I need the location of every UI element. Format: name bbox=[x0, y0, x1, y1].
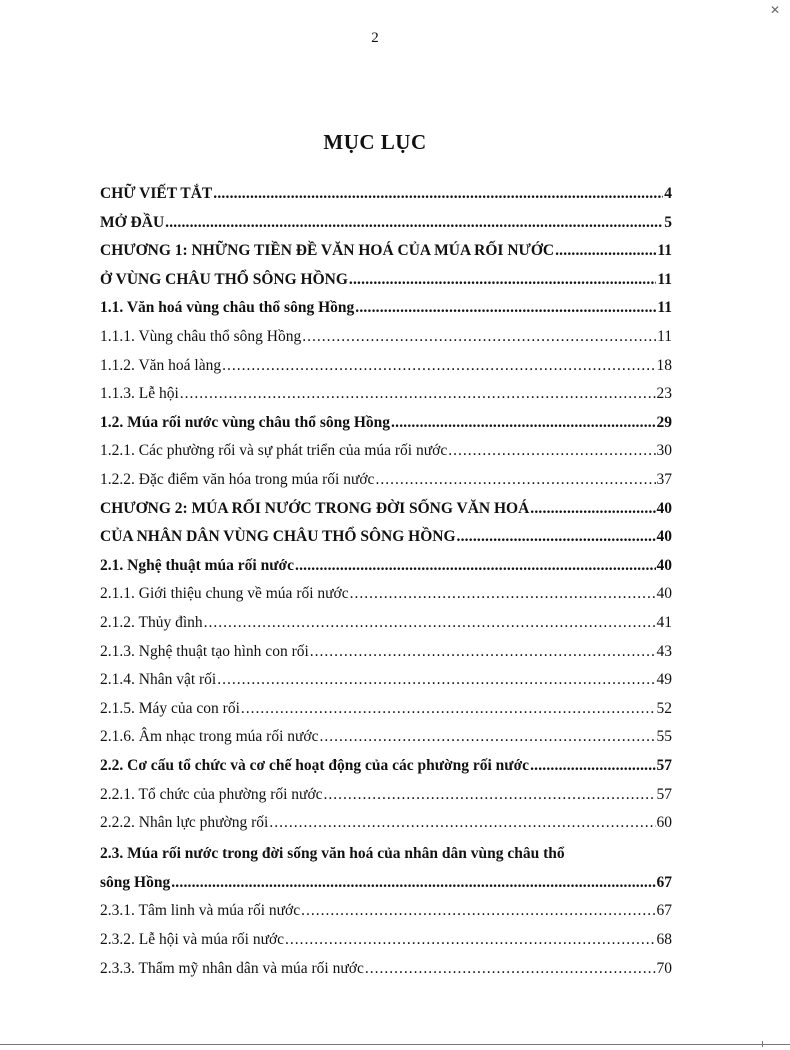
toc-entry-label: CHỮ VIẾT TẮT bbox=[100, 185, 213, 203]
toc-entry-label: 1.2.1. Các phường rối và sự phát triển của múa rối nước bbox=[100, 442, 448, 460]
toc-entry-page: 11 bbox=[657, 242, 672, 260]
toc-entry-label: 2.2. Cơ cấu tổ chức và cơ chế hoạt động của các phường rối nước bbox=[100, 756, 530, 774]
toc-entry-label: 2.3.3. Thẩm mỹ nhân dân và múa rối nước bbox=[100, 959, 364, 977]
toc-entry-page: 68 bbox=[656, 930, 672, 948]
toc-entry-page: 40 bbox=[656, 499, 672, 517]
toc-entry-page: 49 bbox=[656, 671, 672, 689]
toc-entry-page: 43 bbox=[656, 642, 672, 660]
toc-dot-leader bbox=[350, 586, 656, 602]
toc-dot-leader bbox=[555, 243, 656, 259]
toc-entry-label: MỞ ĐẦU bbox=[100, 213, 165, 231]
toc-entry-page: 40 bbox=[656, 528, 672, 546]
toc-dot-leader bbox=[213, 186, 663, 202]
toc-entry[interactable] bbox=[100, 631, 672, 660]
toc-entry-label: 2.1.5. Máy của con rối bbox=[100, 699, 240, 717]
toc-entry-page: 23 bbox=[656, 385, 672, 403]
toc-dot-leader bbox=[457, 529, 656, 545]
toc-entry-page: 55 bbox=[656, 728, 672, 746]
toc-entry[interactable] bbox=[100, 402, 672, 431]
toc-entry-label: CHƯƠNG 2: MÚA RỐI NƯỚC TRONG ĐỜI SỐNG VĂN HOÁ bbox=[100, 499, 530, 517]
toc-dot-leader bbox=[165, 215, 663, 231]
toc-entry-label: 2.3. Múa rối nước trong đời sống văn hoá của nhân dân vùng châu thổ bbox=[100, 845, 565, 863]
toc-dot-leader bbox=[295, 558, 656, 574]
page-title: MỤC LỤC bbox=[323, 130, 427, 154]
toc-entry-label: 2.2.2. Nhân lực phường rối bbox=[100, 814, 269, 832]
toc-entry[interactable] bbox=[100, 430, 672, 459]
toc-entry[interactable] bbox=[100, 919, 672, 948]
toc-dot-leader bbox=[375, 472, 655, 488]
toc-entry-label: sông Hồng bbox=[100, 873, 171, 891]
table-of-contents bbox=[100, 173, 672, 976]
toc-entry-page: 37 bbox=[656, 471, 672, 489]
toc-entry-label: 2.1. Nghệ thuật múa rối nước bbox=[100, 556, 294, 574]
toc-entry[interactable] bbox=[100, 602, 672, 631]
toc-dot-leader bbox=[285, 932, 655, 948]
toc-entry[interactable] bbox=[100, 259, 672, 288]
toc-entry-page: 67 bbox=[656, 902, 672, 920]
toc-dot-leader bbox=[324, 787, 656, 803]
toc-dot-leader bbox=[349, 272, 656, 288]
toc-entry-page: 52 bbox=[656, 699, 672, 717]
toc-entry[interactable] bbox=[100, 688, 672, 717]
toc-entry-label: 2.1.3. Nghệ thuật tạo hình con rối bbox=[100, 642, 309, 660]
page-bottom-divider bbox=[0, 1044, 790, 1045]
toc-entry-label: 1.1.2. Văn hoá làng bbox=[100, 356, 222, 374]
toc-entry-label: 2.1.1. Giới thiệu chung về múa rối nước bbox=[100, 585, 349, 603]
toc-dot-leader bbox=[530, 501, 655, 517]
toc-entry-page: 11 bbox=[657, 270, 672, 288]
toc-entry[interactable] bbox=[100, 173, 672, 202]
toc-entry-page: 4 bbox=[664, 185, 672, 203]
toc-entry-page: 60 bbox=[656, 814, 672, 832]
toc-entry[interactable] bbox=[100, 287, 672, 316]
toc-entry-label: 1.2. Múa rối nước vùng châu thổ sông Hồng bbox=[100, 413, 391, 431]
toc-entry-page: 18 bbox=[656, 356, 672, 374]
toc-entry-page: 67 bbox=[656, 873, 672, 891]
toc-dot-leader bbox=[204, 615, 656, 631]
toc-entry[interactable] bbox=[100, 230, 672, 259]
toc-entry[interactable] bbox=[100, 573, 672, 602]
toc-entry-page: 57 bbox=[656, 756, 672, 774]
toc-dot-leader bbox=[530, 758, 655, 774]
toc-entry-label: 1.2.2. Đặc điểm văn hóa trong múa rối nước bbox=[100, 471, 375, 489]
toc-dot-leader bbox=[180, 386, 656, 402]
toc-entry-page: 57 bbox=[656, 785, 672, 803]
toc-entry[interactable] bbox=[100, 345, 672, 374]
toc-dot-leader bbox=[365, 961, 656, 977]
toc-entry-page: 11 bbox=[657, 328, 672, 346]
toc-entry-page: 40 bbox=[656, 556, 672, 574]
toc-entry[interactable] bbox=[100, 773, 672, 802]
toc-entry-page: 11 bbox=[657, 299, 672, 317]
toc-dot-leader bbox=[391, 415, 655, 431]
toc-entry-label: 2.1.4. Nhân vật rối bbox=[100, 671, 217, 689]
toc-entry-page: 40 bbox=[656, 585, 672, 603]
toc-dot-leader bbox=[448, 443, 655, 459]
page-bottom-divider-tick bbox=[762, 1041, 763, 1047]
toc-dot-leader bbox=[310, 644, 656, 660]
toc-entry-label: CỦA NHÂN DÂN VÙNG CHÂU THỔ SÔNG HỒNG bbox=[100, 528, 456, 546]
toc-entry[interactable] bbox=[100, 459, 672, 488]
toc-entry[interactable] bbox=[100, 831, 672, 862]
toc-entry-page: 5 bbox=[664, 213, 672, 231]
toc-entry-label: 2.3.1. Tâm linh và múa rối nước bbox=[100, 902, 301, 920]
toc-entry-label: 2.3.2. Lễ hội và múa rối nước bbox=[100, 930, 285, 948]
toc-entry[interactable] bbox=[100, 745, 672, 774]
toc-entry[interactable] bbox=[100, 802, 672, 831]
toc-dot-leader bbox=[302, 329, 656, 345]
toc-entry-label: 2.1.2. Thủy đình bbox=[100, 614, 203, 631]
toc-entry[interactable] bbox=[100, 716, 672, 745]
toc-dot-leader bbox=[222, 358, 655, 374]
corner-x-icon: ✕ bbox=[770, 3, 781, 17]
toc-entry-label: 1.1.1. Vùng châu thổ sông Hồng bbox=[100, 328, 302, 346]
toc-entry[interactable] bbox=[100, 890, 672, 919]
toc-entry-page: 30 bbox=[656, 442, 672, 460]
toc-entry-label: Ở VÙNG CHÂU THỔ SÔNG HỒNG bbox=[100, 270, 348, 288]
toc-entry[interactable] bbox=[100, 488, 672, 517]
toc-dot-leader bbox=[241, 701, 656, 717]
toc-dot-leader bbox=[217, 672, 655, 688]
toc-dot-leader bbox=[355, 300, 656, 316]
toc-entry[interactable] bbox=[100, 862, 672, 891]
toc-dot-leader bbox=[269, 815, 655, 831]
toc-entry-page: 70 bbox=[656, 959, 672, 977]
toc-dot-leader bbox=[171, 875, 655, 891]
toc-entry-label: 1.1. Văn hoá vùng châu thổ sông Hồng bbox=[100, 299, 355, 317]
page-number: 2 bbox=[371, 30, 379, 46]
toc-entry-label: 2.1.6. Âm nhạc trong múa rối nước bbox=[100, 728, 319, 746]
toc-entry[interactable] bbox=[100, 545, 672, 574]
toc-entry-page: 41 bbox=[656, 614, 672, 631]
toc-dot-leader bbox=[319, 729, 655, 745]
toc-entry[interactable] bbox=[100, 659, 672, 688]
toc-entry-label: 1.1.3. Lễ hội bbox=[100, 385, 179, 403]
toc-entry[interactable] bbox=[100, 316, 672, 345]
toc-entry-page: 29 bbox=[656, 413, 672, 431]
toc-dot-leader bbox=[301, 903, 655, 919]
toc-entry[interactable] bbox=[100, 373, 672, 402]
toc-entry[interactable] bbox=[100, 516, 672, 545]
toc-entry-label: CHƯƠNG 1: NHỮNG TIỀN ĐỀ VĂN HOÁ CỦA MÚA RỐI NƯỚC bbox=[100, 242, 555, 260]
toc-entry[interactable] bbox=[100, 202, 672, 231]
toc-entry[interactable] bbox=[100, 947, 672, 976]
toc-entry-label: 2.2.1. Tổ chức của phường rối nước bbox=[100, 785, 323, 803]
